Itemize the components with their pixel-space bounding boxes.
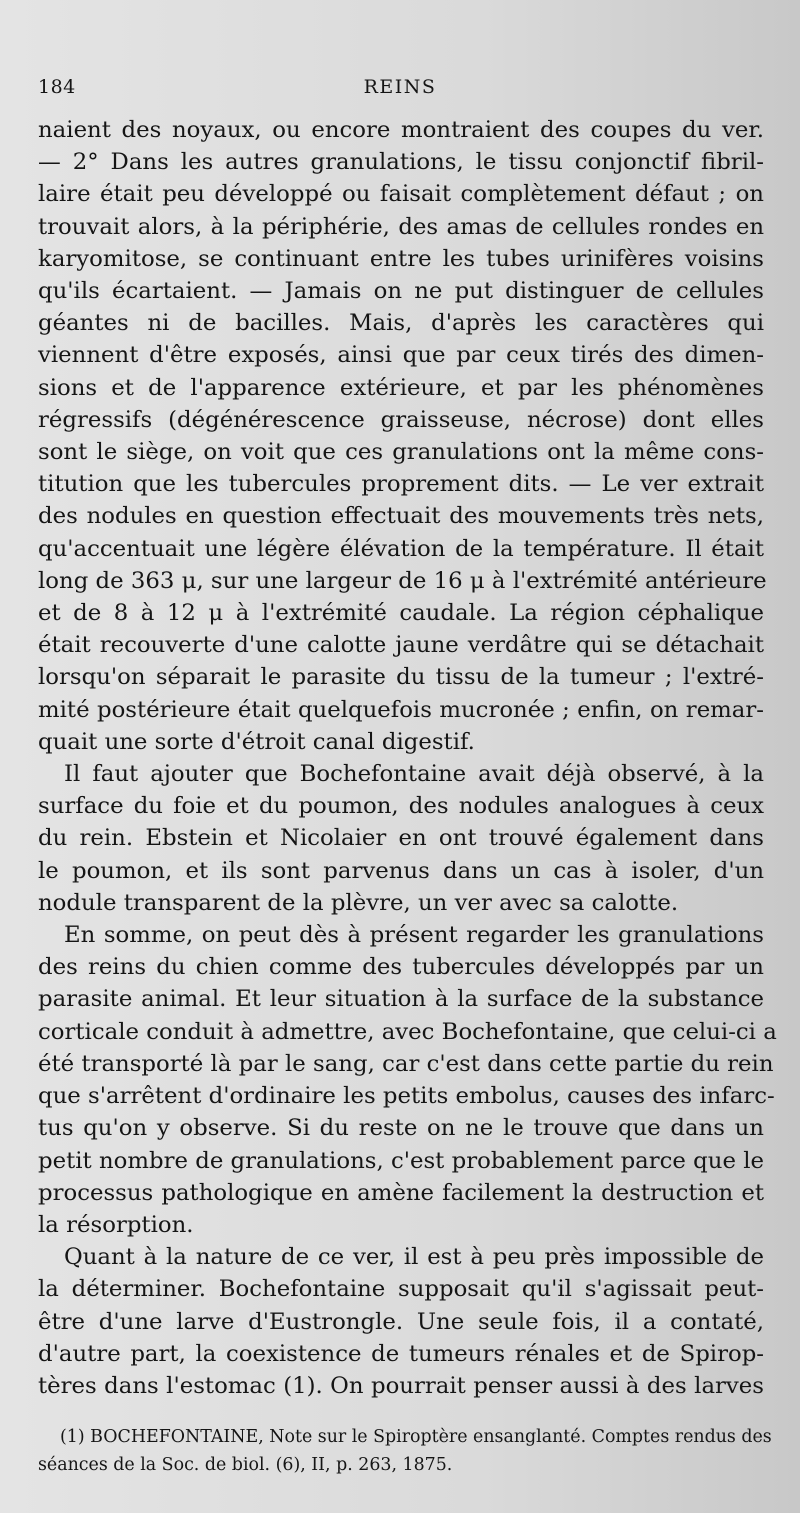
text-line: régressifs (dégénérescence graisseuse, nécrose) dont elles (38, 406, 764, 433)
paragraph-first-line: Quant à la nature de ce ver, il est à peu près impossible de (64, 1244, 764, 1271)
text-line: tus qu'on y observe. Si du reste on ne le trouve que dans un (38, 1115, 764, 1142)
footnote (38, 1423, 772, 1479)
text-line: le poumon, et ils sont parvenus dans un cas à isoler, d'un (38, 857, 764, 884)
text-line: nodule transparent de la plèvre, un ver avec sa calotte. (38, 889, 679, 916)
text-line: quait une sorte d'étroit canal digestif. (38, 728, 475, 755)
text-line: lorsqu'on séparait le parasite du tissu de la tumeur ; l'extré- (38, 664, 764, 691)
text-line: géantes ni de bacilles. Mais, d'après les caractères qui (38, 310, 764, 337)
footnote-line: (1) BOCHEFONTAINE, Note sur le Spiroptère ensanglanté. Comptes rendus des (60, 1427, 772, 1447)
text-line: viennent d'être exposés, ainsi que par ceux tirés des dimen- (38, 342, 764, 369)
running-title: REINS (363, 76, 437, 98)
paragraph-first-line: En somme, on peut dès à présent regarder les granulations (64, 922, 764, 949)
text-line: être d'une larve d'Eustrongle. Une seule fois, il a contaté, (38, 1308, 764, 1335)
text-line: parasite animal. Et leur situation à la surface de la substance (38, 986, 764, 1013)
text-line: des reins du chien comme des tubercules développés par un (38, 954, 764, 981)
text-line: corticale conduit à admettre, avec Bochefontaine, que celui-ci a (38, 1018, 777, 1045)
text-line: qu'ils écartaient. — Jamais on ne put distinguer de cellules (38, 278, 764, 305)
body-text (38, 114, 777, 1402)
text-line: que s'arrêtent d'ordinaire les petits embolus, causes des infarc- (38, 1083, 775, 1110)
text-line: long de 363 μ, sur une largeur de 16 μ à l'extrémité antérieure (38, 567, 767, 594)
text-line: processus pathologique en amène facilement la destruction et (38, 1179, 764, 1206)
text-line: mité postérieure était quelquefois mucronée ; enfin, on remar- (38, 696, 764, 723)
paragraph-first-line: Il faut ajouter que Bochefontaine avait déjà observé, à la (64, 761, 764, 788)
text-line: tères dans l'estomac (1). On pourrait penser aussi à des larves (38, 1372, 764, 1399)
text-line: petit nombre de granulations, c'est probablement parce que le (38, 1147, 764, 1174)
text-line: d'autre part, la coexistence de tumeurs rénales et de Spirop- (38, 1340, 764, 1367)
text-line: sont le siège, on voit que ces granulations ont la même cons- (38, 439, 764, 466)
text-line: titution que les tubercules proprement dits. — Le ver extrait (38, 471, 764, 498)
text-line: des nodules en question effectuait des mouvements très nets, (38, 503, 764, 530)
text-line: du rein. Ebstein et Nicolaier en ont trouvé également dans (38, 825, 764, 852)
text-line: qu'accentuait une légère élévation de la température. Il était (38, 535, 764, 562)
running-head (38, 76, 762, 106)
page-number: 184 (38, 76, 76, 98)
text-line: karyomitose, se continuant entre les tubes urinifères voisins (38, 245, 764, 272)
text-line: naient des noyaux, ou encore montraient des coupes du ver. (38, 117, 764, 143)
text-line: — 2° Dans les autres granulations, le tissu conjonctif fibril- (38, 149, 764, 176)
text-line: la déterminer. Bochefontaine supposait qu'il s'agissait peut- (38, 1276, 764, 1303)
footnote-line: séances de la Soc. de biol. (6), II, p. 263, 1875. (38, 1455, 453, 1475)
text-line: et de 8 à 12 μ à l'extrémité caudale. La région céphalique (38, 600, 764, 627)
text-line: était recouverte d'une calotte jaune verdâtre qui se détachait (38, 632, 764, 659)
text-line: surface du foie et du poumon, des nodules analogues à ceux (38, 793, 764, 820)
text-line: la résorption. (38, 1211, 194, 1238)
text-line: sions et de l'apparence extérieure, et par les phénomènes (38, 374, 764, 401)
text-line: laire était peu développé ou faisait complètement défaut ; on (38, 181, 764, 208)
text-line: été transporté là par le sang, car c'est dans cette partie du rein (38, 1050, 774, 1077)
text-line: trouvait alors, à la périphérie, des amas de cellules rondes en (38, 213, 764, 240)
